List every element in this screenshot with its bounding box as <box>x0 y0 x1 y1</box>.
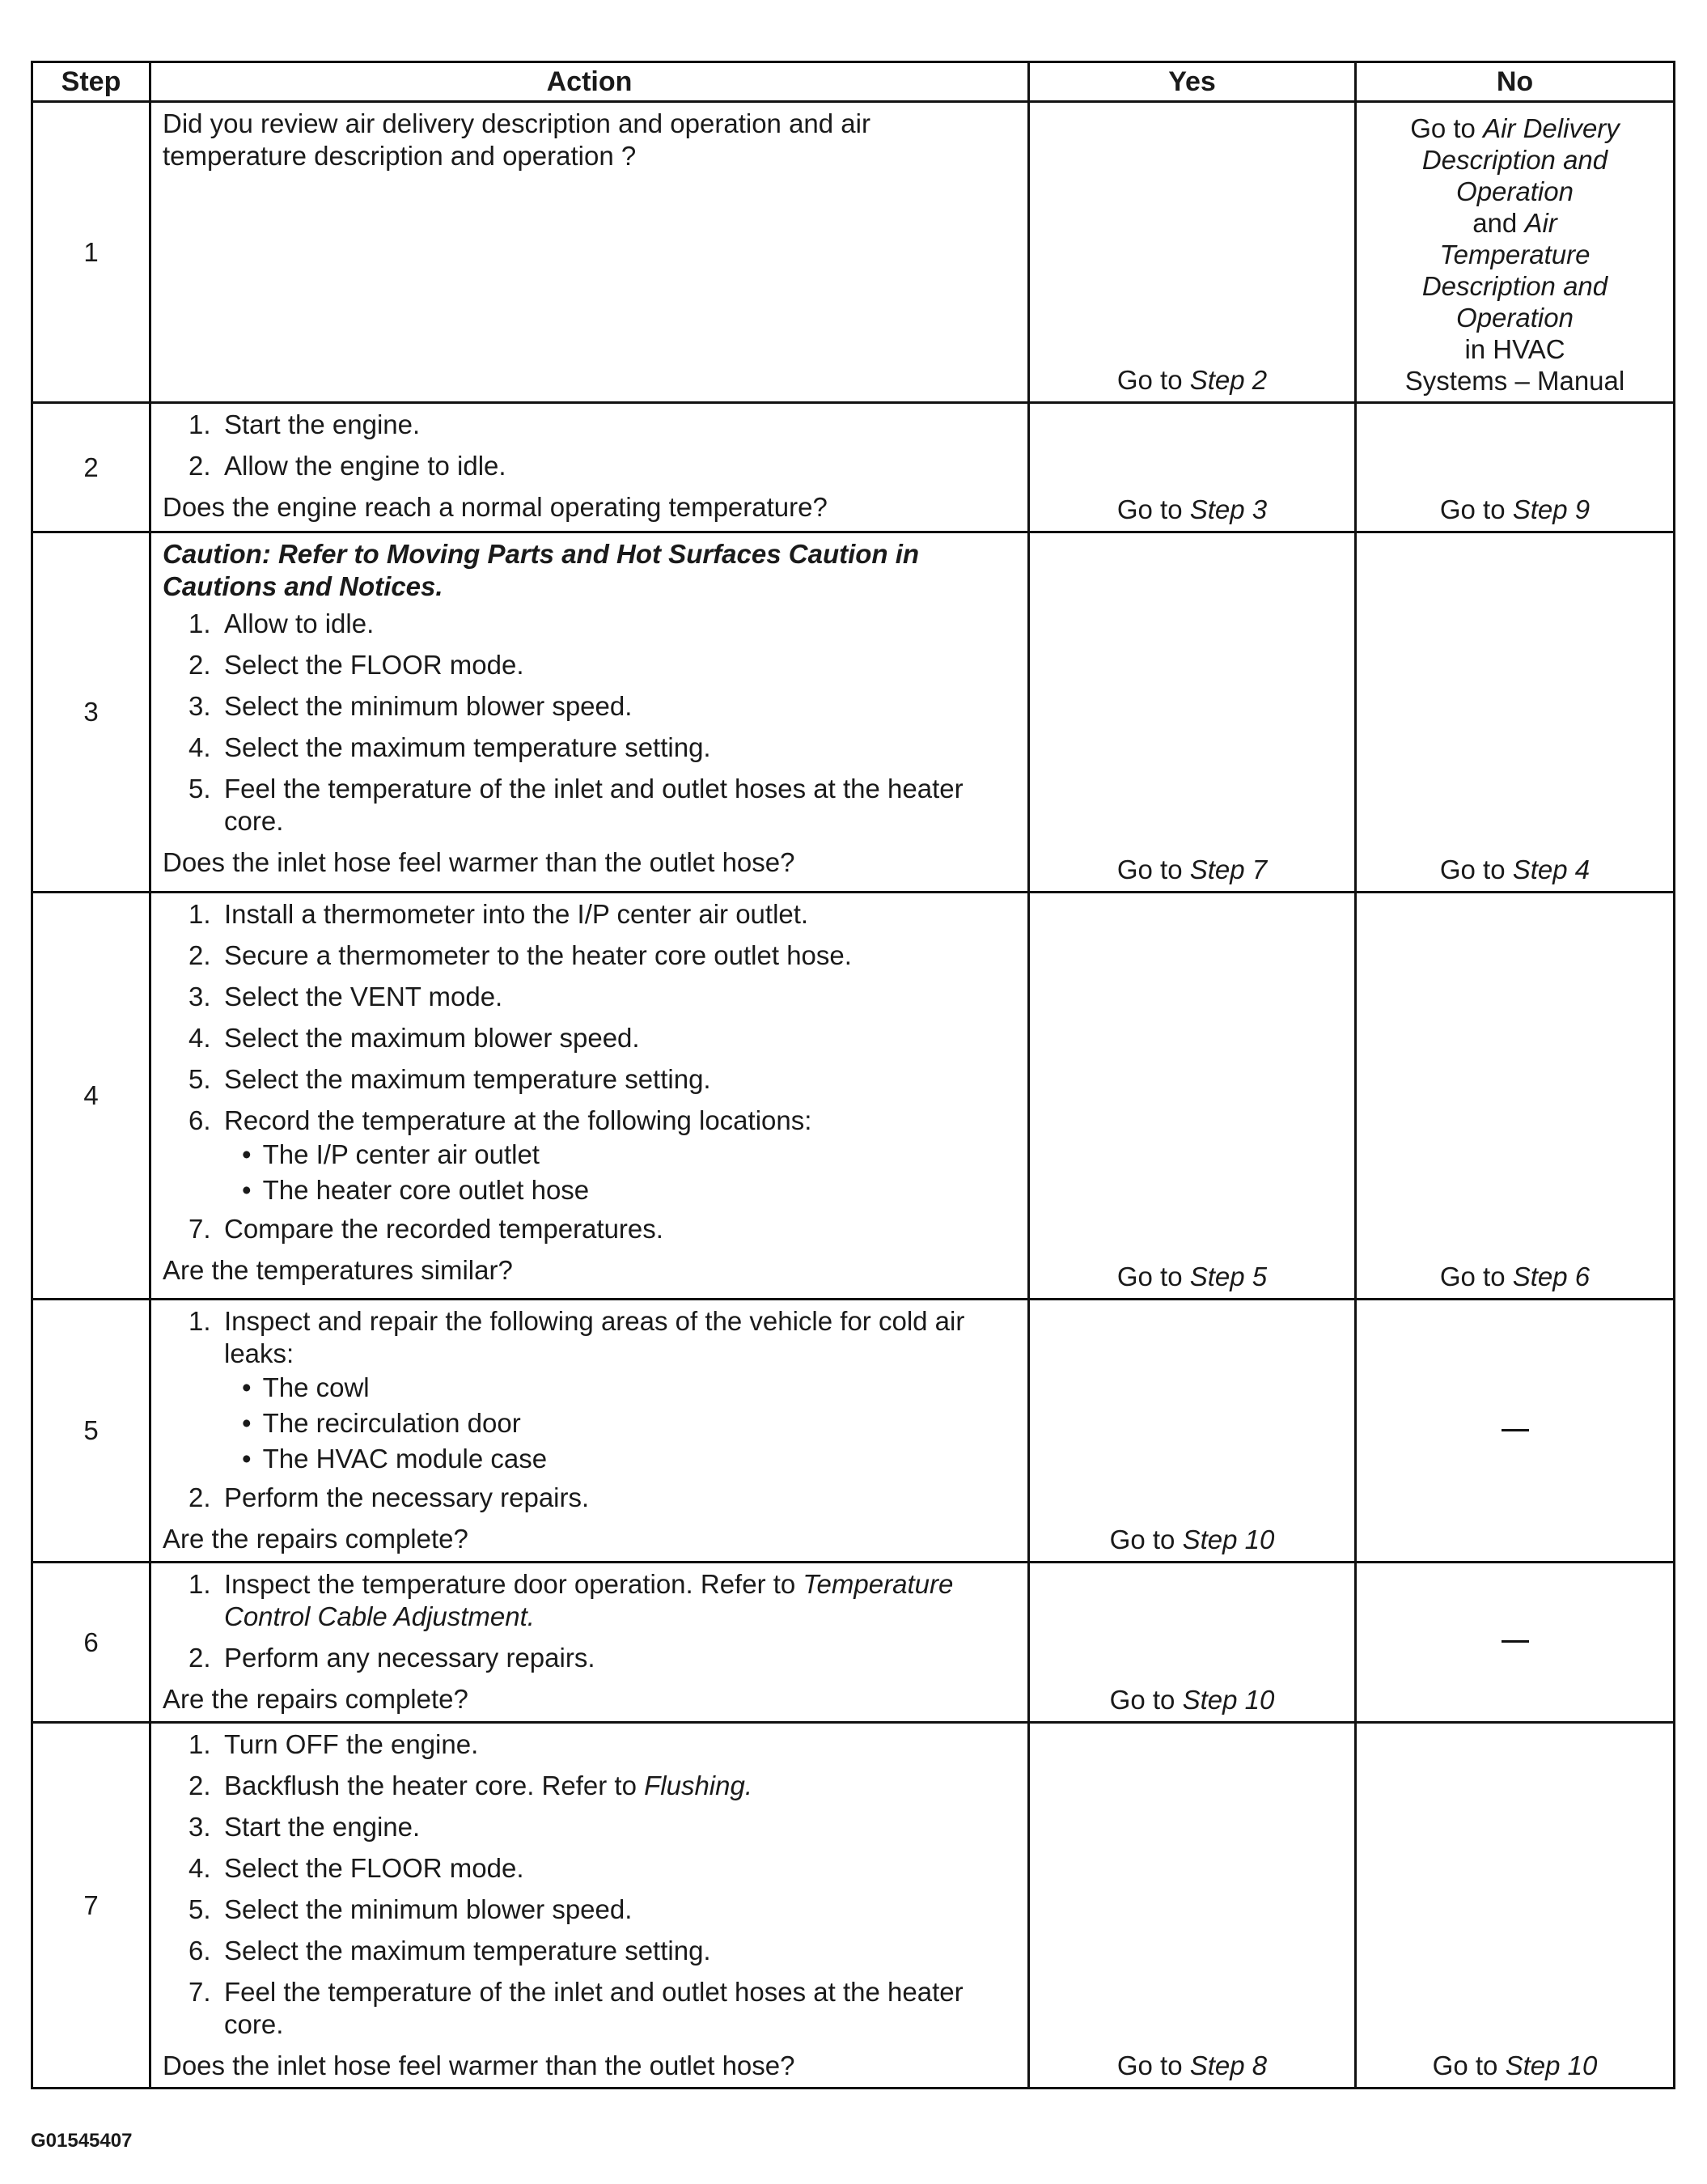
no-line: Operation <box>1456 303 1574 333</box>
action-question: Are the repairs complete? <box>163 1684 468 1714</box>
action-item: 7. Feel the temperature of the inlet and outlet hoses at the heater core. <box>188 1977 964 2039</box>
action-question: Does the engine reach a normal operating temperature? <box>163 492 828 522</box>
no-cell: Go to Step 6 <box>1356 893 1675 1300</box>
step-number: 1 <box>32 102 150 403</box>
action-item: 4. Select the maximum blower speed. <box>188 1023 640 1053</box>
no-cell: Go to Step 4 <box>1356 532 1675 893</box>
step-number: 7 <box>32 1723 150 2089</box>
header-row <box>32 62 1675 102</box>
yes-cell: Go to Step 3 <box>1029 403 1356 532</box>
action-cell <box>150 102 1029 403</box>
figure-id: G01545407 <box>31 2130 133 2152</box>
step-number: 2 <box>32 403 150 532</box>
action-item: 3. Select the minimum blower speed. <box>188 691 633 721</box>
step-number: 4 <box>32 893 150 1300</box>
action-item: 1. Inspect the temperature door operation. Refer to Temperature Control Cable Adjustment. <box>188 1569 954 1631</box>
action-item: 4. Select the maximum temperature setting. <box>188 732 711 762</box>
no-cell <box>1356 1300 1675 1563</box>
no-action-dash <box>1502 1640 1529 1643</box>
no-line: Operation <box>1456 176 1574 206</box>
action-item: 1. Allow to idle. <box>188 609 375 638</box>
no-line: Temperature <box>1439 240 1591 269</box>
caution-note: Caution: Refer to Moving Parts and Hot Surfaces Caution in Cautions and Notices. <box>163 539 920 601</box>
action-item: 7. Compare the recorded temperatures. <box>188 1214 663 1244</box>
no-step-link[interactable]: Step 6 <box>1512 1262 1591 1291</box>
action-cell <box>150 403 1029 532</box>
yes-step-link[interactable]: Step 7 <box>1189 855 1268 884</box>
header-action: Action <box>150 62 1029 102</box>
action-item: 1. Start the engine. <box>188 409 421 439</box>
action-item: 2. Backflush the heater core. Refer to Flushing. <box>188 1771 753 1800</box>
yes-step-link[interactable]: Step 2 <box>1189 365 1268 395</box>
action-item: 3. Select the VENT mode. <box>188 982 503 1011</box>
step-row-1 <box>32 102 1675 403</box>
yes-cell: Go to Step 8 <box>1029 1723 1356 2089</box>
action-item: 2. Secure a thermometer to the heater core outlet hose. <box>188 940 852 970</box>
step-number: 3 <box>32 532 150 893</box>
yes-prefix: Go to <box>1116 365 1190 395</box>
yes-cell: Go to Step 7 <box>1029 532 1356 893</box>
step-row-4 <box>32 893 1675 1300</box>
bullet-item: • The HVAC module case <box>242 1441 1019 1477</box>
step-row-7 <box>32 1723 1675 2089</box>
header-step: Step <box>32 62 150 102</box>
no-cell: Go to Step 10 <box>1356 1723 1675 2089</box>
action-cell <box>150 1563 1029 1723</box>
action-question: Did you review air delivery description and operation and air temperature description and operation ? <box>163 108 870 171</box>
action-item: 6. Record the temperature at the following locations: <box>188 1105 812 1135</box>
yes-step-link[interactable]: Step 8 <box>1189 2050 1268 2080</box>
action-item: 5. Select the maximum temperature setting. <box>188 1064 711 1094</box>
no-step-link[interactable]: Step 9 <box>1512 494 1591 524</box>
no-cell <box>1356 102 1675 403</box>
action-item: 2. Perform any necessary repairs. <box>188 1643 595 1673</box>
no-step-link[interactable]: Step 4 <box>1512 855 1591 884</box>
yes-step-link[interactable]: Step 5 <box>1189 1262 1268 1291</box>
yes-cell <box>1029 102 1356 403</box>
bullet-item: • The recirculation door <box>242 1406 1019 1441</box>
reference-link[interactable]: Temperature Control Cable Adjustment. <box>224 1569 954 1631</box>
reference-link[interactable]: Flushing. <box>644 1771 753 1800</box>
action-cell <box>150 893 1029 1300</box>
yes-cell: Go to Step 10 <box>1029 1300 1356 1563</box>
header-no: No <box>1356 62 1675 102</box>
no-line: Systems – Manual <box>1404 366 1625 396</box>
step-row-5 <box>32 1300 1675 1563</box>
action-cell <box>150 532 1029 893</box>
no-cell: Go to Step 9 <box>1356 403 1675 532</box>
action-cell <box>150 1723 1029 2089</box>
bullet-item: • The cowl <box>242 1370 1019 1406</box>
no-line: Description and <box>1421 145 1608 175</box>
bullet-item: • The I/P center air outlet <box>242 1137 1019 1173</box>
no-line: Go to Air Delivery <box>1410 113 1620 143</box>
yes-step-link[interactable]: Step 10 <box>1182 1685 1275 1715</box>
header-yes: Yes <box>1029 62 1356 102</box>
no-line: and Air <box>1472 208 1557 238</box>
action-item: 1. Install a thermometer into the I/P center air outlet. <box>188 899 809 929</box>
bullet-item: • The heater core outlet hose <box>242 1173 1019 1208</box>
no-action-dash <box>1502 1429 1529 1431</box>
action-item: 4. Select the FLOOR mode. <box>188 1853 524 1883</box>
action-item: 2. Select the FLOOR mode. <box>188 650 524 680</box>
step-row-3 <box>32 532 1675 893</box>
yes-step-link[interactable]: Step 3 <box>1189 494 1268 524</box>
action-question: Are the temperatures similar? <box>163 1255 513 1285</box>
step-row-6 <box>32 1563 1675 1723</box>
step-number: 5 <box>32 1300 150 1563</box>
yes-cell: Go to Step 10 <box>1029 1563 1356 1723</box>
no-link[interactable]: Air Delivery <box>1483 113 1620 143</box>
no-line: in HVAC <box>1464 334 1565 364</box>
action-question: Are the repairs complete? <box>163 1524 468 1554</box>
step-number: 6 <box>32 1563 150 1723</box>
diagnostic-table <box>31 61 1675 2089</box>
action-item: 2. Perform the necessary repairs. <box>188 1482 590 1512</box>
action-item: 6. Select the maximum temperature setting. <box>188 1936 711 1966</box>
yes-cell: Go to Step 5 <box>1029 893 1356 1300</box>
step-row-2 <box>32 403 1675 532</box>
action-item: 5. Select the minimum blower speed. <box>188 1894 633 1924</box>
yes-step-link[interactable]: Step 10 <box>1182 1525 1275 1554</box>
action-cell <box>150 1300 1029 1563</box>
action-question: Does the inlet hose feel warmer than the outlet hose? <box>163 847 795 877</box>
action-item: 2. Allow the engine to idle. <box>188 451 506 481</box>
no-line: Description and <box>1421 271 1608 301</box>
action-item: 1. Turn OFF the engine. <box>188 1729 479 1759</box>
action-item: 1. Inspect and repair the following areas of the vehicle for cold air leaks: <box>188 1306 965 1368</box>
no-step-link[interactable]: Step 10 <box>1505 2050 1598 2080</box>
no-cell <box>1356 1563 1675 1723</box>
action-item: 5. Feel the temperature of the inlet and outlet hoses at the heater core. <box>188 774 964 836</box>
action-question: Does the inlet hose feel warmer than the outlet hose? <box>163 2050 795 2080</box>
action-item: 3. Start the engine. <box>188 1812 421 1842</box>
